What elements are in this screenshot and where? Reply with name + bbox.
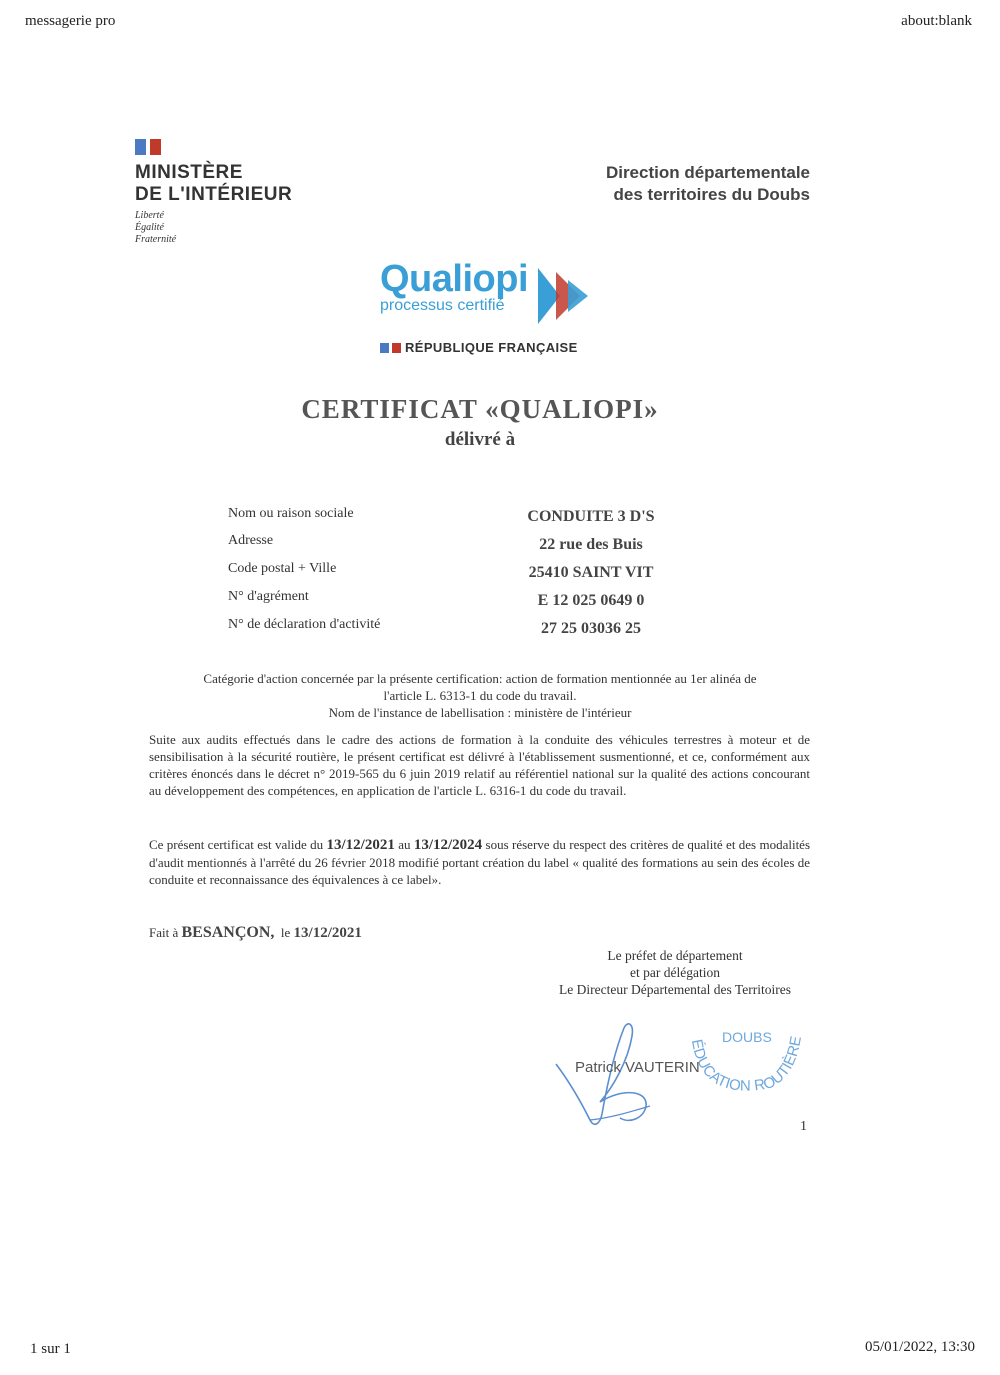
value-adresse: 22 rue des Buis	[539, 536, 643, 553]
motto-egalite: Égalité	[135, 222, 164, 233]
label-agrement: N° d'agrément	[228, 589, 309, 604]
validity-middle: au	[398, 837, 411, 852]
direction-line2: des territoires du Doubs	[613, 185, 810, 204]
stamp-top-text: DOUBS	[722, 1029, 772, 1045]
value-raison-sociale: CONDUITE 3 D'S	[527, 508, 655, 525]
qualiopi-brand: Qualiopi	[380, 258, 528, 300]
label-adresse: Adresse	[228, 533, 274, 548]
label-declaration-activite: N° de déclaration d'activité	[228, 617, 381, 632]
validity-suffix: sous réserve du respect des critères de qualité et des modalités d'audit mentionnés à l'arrêté du 26 février 2018 modifié portant création du label « qualité des formations au sein des écoles de conduite et reconnaissance des équivalences à ce label».	[149, 837, 811, 887]
print-header-left: messagerie pro	[25, 13, 116, 29]
value-agrement: E 12 025 0649 0	[537, 592, 645, 609]
print-header-right: about:blank	[901, 13, 972, 29]
done-at-date: 13/12/2021	[293, 925, 362, 941]
motto-fraternite: Fraternité	[135, 234, 177, 245]
audit-paragraph: Suite aux audits effectués dans le cadre des actions de formation à la conduite des véhicules terrestres à moteur et de sensibilisation à la sécurité routière, le présent certificat est délivré à l'établissement susmentionné, et ce, conformément aux critères énoncés dans le décret n° 2019-565 du 6 juin 2019 relatif au référentiel national sur la qualité des actions concourant au développement des compétences, en application de l'article L. 6316-1 du code du travail.	[149, 732, 810, 798]
signatory-line3: Le Directeur Départemental des Territoires	[559, 982, 791, 997]
page-number: 1	[800, 1119, 807, 1134]
validity-from: 13/12/2021	[326, 837, 395, 853]
print-footer-right: 05/01/2022, 13:30	[864, 1339, 975, 1355]
signatory-line2: et par délégation	[630, 965, 720, 980]
republic-flag-icon	[380, 341, 401, 356]
marianne-flag-icon	[135, 139, 161, 160]
signatory-block	[520, 947, 830, 998]
qualiopi-subtitle: processus certifié	[380, 297, 505, 314]
republique-label: RÉPUBLIQUE FRANÇAISE	[405, 340, 578, 355]
done-at-prefix: Fait à	[149, 925, 179, 940]
value-declaration-activite: 27 25 03036 25	[541, 620, 641, 637]
signatory-line1: Le préfet de département	[607, 948, 743, 963]
done-at-city: BESANÇON,	[181, 924, 275, 941]
qualiopi-logo	[380, 258, 610, 315]
stamp-arc-text: ÉDUCATION ROUTIÈRE	[687, 1034, 806, 1095]
motto-liberte: Liberté	[135, 210, 164, 221]
category-line1: Catégorie d'action concernée par la présente certification: action de formation mentionnée au 1er alinéa de	[203, 671, 757, 686]
label-raison-sociale: Nom ou raison sociale	[228, 506, 354, 521]
label-code-postal: Code postal + Ville	[228, 561, 337, 576]
ministry-name-line2: DE L'INTÉRIEUR	[135, 184, 293, 205]
validity-prefix: Ce présent certificat est valide du	[149, 837, 324, 852]
ministry-logo	[135, 139, 292, 246]
validity-to: 13/12/2024	[413, 837, 483, 853]
signatory-name: Patrick VAUTERIN	[575, 1059, 700, 1076]
category-line3: Nom de l'instance de labellisation : ministère de l'intérieur	[328, 705, 632, 720]
certificate-subtitle: délivré à	[444, 429, 516, 450]
certificate-title: CERTIFICAT «QUALIOPI»	[301, 394, 659, 424]
done-at-le: le	[280, 925, 291, 940]
value-code-postal: 25410 SAINT VIT	[528, 564, 654, 581]
done-at	[149, 924, 362, 942]
direction-departementale	[606, 162, 810, 206]
qualiopi-arrows-icon	[538, 268, 593, 324]
republique-francaise	[380, 340, 578, 356]
print-footer-left: 1 sur 1	[30, 1341, 71, 1357]
ministry-name-line1: MINISTÈRE	[135, 162, 243, 183]
category-line2: l'article L. 6313-1 du code du travail.	[383, 688, 577, 703]
validity-paragraph	[149, 836, 810, 888]
direction-line1: Direction départementale	[605, 163, 810, 182]
